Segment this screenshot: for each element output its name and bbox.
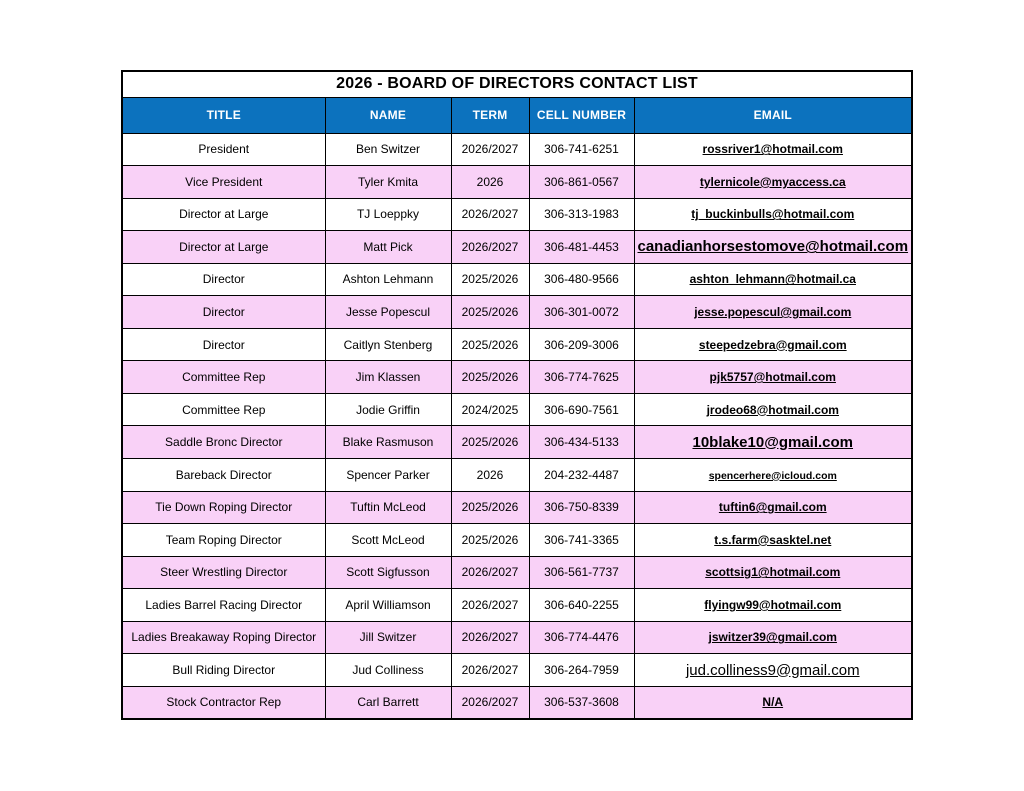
column-header-name: NAME	[325, 97, 451, 133]
table-row	[122, 686, 912, 719]
table-row	[122, 654, 912, 687]
email-link[interactable]: scottsig1@hotmail.com	[705, 565, 841, 580]
cell-cell: 306-537-3608	[529, 686, 634, 719]
table-row	[122, 166, 912, 199]
title-cell: President	[122, 133, 325, 166]
term-cell: 2026/2027	[451, 589, 529, 622]
cell-cell: 306-434-5133	[529, 426, 634, 459]
term-cell: 2026/2027	[451, 686, 529, 719]
term-cell: 2026/2027	[451, 556, 529, 589]
table-row	[122, 231, 912, 264]
term-cell: 2025/2026	[451, 491, 529, 524]
column-header-title: TITLE	[122, 97, 325, 133]
email-link[interactable]: 10blake10@gmail.com	[692, 433, 854, 451]
cell-cell: 306-264-7959	[529, 654, 634, 687]
email-cell	[634, 393, 912, 426]
column-header-term: TERM	[451, 97, 529, 133]
table-row	[122, 296, 912, 329]
email-cell	[634, 621, 912, 654]
table-row	[122, 556, 912, 589]
email-link[interactable]: steepedzebra@gmail.com	[698, 337, 847, 352]
table-title-row	[122, 71, 912, 97]
name-cell: Jodie Griffin	[325, 393, 451, 426]
page-title: 2026 - BOARD OF DIRECTORS CONTACT LIST	[122, 71, 912, 97]
table-row	[122, 361, 912, 394]
name-cell: Jim Klassen	[325, 361, 451, 394]
email-link[interactable]: pjk5757@hotmail.com	[709, 370, 836, 385]
name-cell: TJ Loeppky	[325, 198, 451, 231]
cell-cell: 306-480-9566	[529, 263, 634, 296]
term-cell: 2026	[451, 458, 529, 491]
email-link[interactable]: jrodeo68@hotmail.com	[706, 402, 839, 417]
cell-cell: 306-750-8339	[529, 491, 634, 524]
email-cell	[634, 328, 912, 361]
title-cell: Steer Wrestling Director	[122, 556, 325, 589]
title-cell: Bull Riding Director	[122, 654, 325, 687]
email-link[interactable]: canadianhorsestomove@hotmail.com	[637, 238, 909, 256]
cell-cell: 306-861-0567	[529, 166, 634, 199]
cell-cell: 306-481-4453	[529, 231, 634, 264]
column-header-cell-number: CELL NUMBER	[529, 97, 634, 133]
table-row	[122, 133, 912, 166]
name-cell: Matt Pick	[325, 231, 451, 264]
name-cell: Jesse Popescul	[325, 296, 451, 329]
email-link[interactable]: ashton_lehmann@hotmail.ca	[689, 272, 856, 287]
name-cell: Spencer Parker	[325, 458, 451, 491]
term-cell: 2026	[451, 166, 529, 199]
cell-cell: 306-640-2255	[529, 589, 634, 622]
email-link[interactable]: jswitzer39@gmail.com	[708, 630, 837, 645]
cell-cell: 306-209-3006	[529, 328, 634, 361]
email-cell	[634, 133, 912, 166]
table-row	[122, 589, 912, 622]
title-cell: Ladies Barrel Racing Director	[122, 589, 325, 622]
cell-cell: 306-313-1983	[529, 198, 634, 231]
email-link[interactable]: t.s.farm@sasktel.net	[714, 532, 832, 547]
title-cell: Committee Rep	[122, 361, 325, 394]
name-cell: Tuftin McLeod	[325, 491, 451, 524]
email-cell	[634, 654, 912, 687]
title-cell: Ladies Breakaway Roping Director	[122, 621, 325, 654]
term-cell: 2026/2027	[451, 621, 529, 654]
table-row	[122, 198, 912, 231]
email-cell	[634, 263, 912, 296]
title-cell: Bareback Director	[122, 458, 325, 491]
email-link[interactable]: spencerhere@icloud.com	[708, 469, 837, 482]
name-cell: Carl Barrett	[325, 686, 451, 719]
table-row	[122, 524, 912, 557]
email-cell	[634, 231, 912, 264]
term-cell: 2026/2027	[451, 654, 529, 687]
term-cell: 2025/2026	[451, 296, 529, 329]
email-na[interactable]: N/A	[762, 695, 784, 710]
email-cell	[634, 361, 912, 394]
email-cell	[634, 166, 912, 199]
name-cell: Tyler Kmita	[325, 166, 451, 199]
title-cell: Team Roping Director	[122, 524, 325, 557]
table-row	[122, 621, 912, 654]
title-cell: Stock Contractor Rep	[122, 686, 325, 719]
email-cell	[634, 458, 912, 491]
email-cell	[634, 198, 912, 231]
column-header-email: EMAIL	[634, 97, 912, 133]
term-cell: 2024/2025	[451, 393, 529, 426]
term-cell: 2025/2026	[451, 328, 529, 361]
table-row	[122, 458, 912, 491]
email-link[interactable]: jesse.popescul@gmail.com	[694, 305, 852, 319]
cell-cell: 306-561-7737	[529, 556, 634, 589]
cell-cell: 306-741-6251	[529, 133, 634, 166]
email-link[interactable]: tuftin6@gmail.com	[718, 500, 827, 515]
title-cell: Director at Large	[122, 198, 325, 231]
title-cell: Director at Large	[122, 231, 325, 264]
term-cell: 2025/2026	[451, 263, 529, 296]
email-cell	[634, 296, 912, 329]
email-cell	[634, 589, 912, 622]
cell-cell: 306-741-3365	[529, 524, 634, 557]
email-link[interactable]: jud.colliness9@gmail.com	[685, 661, 860, 679]
column-header-row	[122, 97, 912, 133]
title-cell: Director	[122, 296, 325, 329]
term-cell: 2025/2026	[451, 426, 529, 459]
name-cell: Blake Rasmuson	[325, 426, 451, 459]
name-cell: Jud Colliness	[325, 654, 451, 687]
name-cell: Scott McLeod	[325, 524, 451, 557]
email-cell	[634, 686, 912, 719]
term-cell: 2025/2026	[451, 361, 529, 394]
table-row	[122, 263, 912, 296]
email-link[interactable]: tylernicole@myaccess.ca	[699, 174, 846, 189]
title-cell: Tie Down Roping Director	[122, 491, 325, 524]
email-cell	[634, 426, 912, 459]
name-cell: Jill Switzer	[325, 621, 451, 654]
name-cell: Ben Switzer	[325, 133, 451, 166]
cell-cell: 306-301-0072	[529, 296, 634, 329]
email-link[interactable]: flyingw99@hotmail.com	[704, 597, 842, 612]
table-body	[122, 133, 912, 719]
email-cell	[634, 524, 912, 557]
term-cell: 2026/2027	[451, 231, 529, 264]
cell-cell: 306-774-7625	[529, 361, 634, 394]
name-cell: Scott Sigfusson	[325, 556, 451, 589]
name-cell: Caitlyn Stenberg	[325, 328, 451, 361]
title-cell: Vice President	[122, 166, 325, 199]
email-cell	[634, 491, 912, 524]
table-row	[122, 426, 912, 459]
cell-cell: 306-774-4476	[529, 621, 634, 654]
title-cell: Director	[122, 263, 325, 296]
email-cell	[634, 556, 912, 589]
email-link[interactable]: tj_buckinbulls@hotmail.com	[691, 207, 855, 222]
email-link[interactable]: rossriver1@hotmail.com	[702, 142, 843, 157]
name-cell: Ashton Lehmann	[325, 263, 451, 296]
cell-cell: 204-232-4487	[529, 458, 634, 491]
term-cell: 2025/2026	[451, 524, 529, 557]
name-cell: April Williamson	[325, 589, 451, 622]
table-row	[122, 393, 912, 426]
term-cell: 2026/2027	[451, 198, 529, 231]
contact-list-sheet	[121, 70, 911, 720]
title-cell: Saddle Bronc Director	[122, 426, 325, 459]
table-row	[122, 328, 912, 361]
title-cell: Director	[122, 328, 325, 361]
cell-cell: 306-690-7561	[529, 393, 634, 426]
title-cell: Committee Rep	[122, 393, 325, 426]
table-row	[122, 491, 912, 524]
term-cell: 2026/2027	[451, 133, 529, 166]
board-contact-table	[121, 70, 913, 720]
